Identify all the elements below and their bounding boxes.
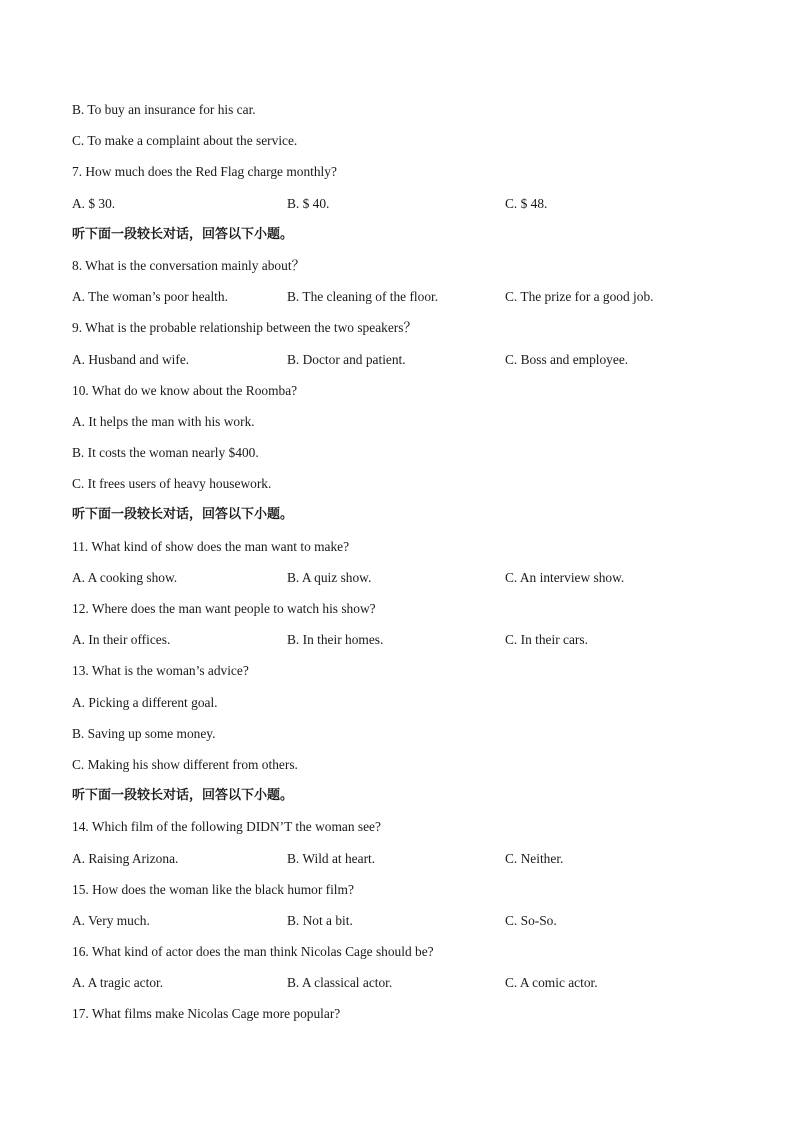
option-c: C. Neither. — [505, 850, 564, 866]
option-b: B. A classical actor. — [287, 975, 393, 991]
text-line: B. It costs the woman nearly $400. — [72, 445, 259, 461]
option-a: A. Raising Arizona. — [72, 850, 179, 866]
option-b: B. The cleaning of the floor. — [287, 289, 439, 305]
text-line: 13. What is the woman’s advice? — [72, 663, 249, 679]
text-line: A. Picking a different goal. — [72, 694, 218, 710]
option-c: C. Boss and employee. — [505, 351, 629, 367]
option-c: C. The prize for a good job. — [505, 289, 654, 305]
option-a: A. $ 30. — [72, 195, 116, 211]
option-c: C. An interview show. — [505, 569, 625, 585]
option-c: C. In their cars. — [505, 632, 588, 648]
text-line: C. To make a complaint about the service. — [72, 133, 298, 149]
answer-options-row — [72, 850, 732, 881]
text-line: B. Saving up some money. — [72, 725, 216, 741]
option-a: A. In their offices. — [72, 632, 171, 648]
text-line: 12. Where does the man want people to watch his show? — [72, 601, 376, 616]
text-line: C. It frees users of heavy housework. — [72, 476, 272, 492]
option-c: C. $ 48. — [505, 195, 548, 211]
text-line: 15. How does the woman like the black humor film? — [72, 881, 354, 897]
section-instruction: 听下面一段较长对话，回答以下小题。 — [72, 507, 294, 523]
text-line: 11. What kind of show does the man want to make? — [72, 538, 350, 554]
option-c: C. So-So. — [505, 912, 557, 928]
text-line: B. To buy an insurance for his car. — [72, 102, 256, 117]
answer-options-row — [72, 288, 732, 319]
text-line: 8. What is the conversation mainly about？ — [72, 257, 305, 273]
option-a: A. Husband and wife. — [72, 351, 190, 367]
option-c: C. A comic actor. — [505, 975, 598, 991]
section-instruction: 听下面一段较长对话，回答以下小题。 — [72, 788, 294, 804]
text-line: 17. What films make Nicolas Cage more popular? — [72, 1006, 341, 1022]
option-a: A. The woman’s poor health. — [72, 289, 228, 305]
option-b: B. Not a bit. — [287, 912, 353, 928]
text-line: 10. What do we know about the Roomba? — [72, 382, 298, 398]
answer-options-row — [72, 912, 732, 943]
text-line: C. Making his show different from others. — [72, 756, 298, 772]
text-line: A. It helps the man with his work. — [72, 413, 255, 429]
text-line: 14. Which film of the following DIDN’T the woman see? — [72, 819, 381, 835]
answer-options-row — [72, 195, 732, 226]
text-line: 16. What kind of actor does the man think Nicolas Cage should be? — [72, 944, 434, 960]
option-b: B. Doctor and patient. — [287, 351, 406, 367]
answer-options-row — [72, 974, 732, 1005]
option-b: B. Wild at heart. — [287, 850, 376, 866]
option-b: B. $ 40. — [287, 195, 330, 211]
text-line: 9. What is the probable relationship between the two speakers？ — [72, 320, 417, 336]
option-a: A. A cooking show. — [72, 569, 178, 585]
option-a: A. A tragic actor. — [72, 975, 164, 991]
option-b: B. A quiz show. — [287, 569, 372, 585]
option-a: A. Very much. — [72, 912, 150, 928]
section-instruction: 听下面一段较长对话，回答以下小题。 — [72, 226, 294, 242]
text-line: 7. How much does the Red Flag charge monthly? — [72, 164, 337, 180]
question-list — [72, 101, 732, 1037]
answer-options-row — [72, 631, 732, 662]
answer-options-row — [72, 351, 732, 382]
option-b: B. In their homes. — [287, 632, 384, 648]
answer-options-row — [72, 569, 732, 600]
